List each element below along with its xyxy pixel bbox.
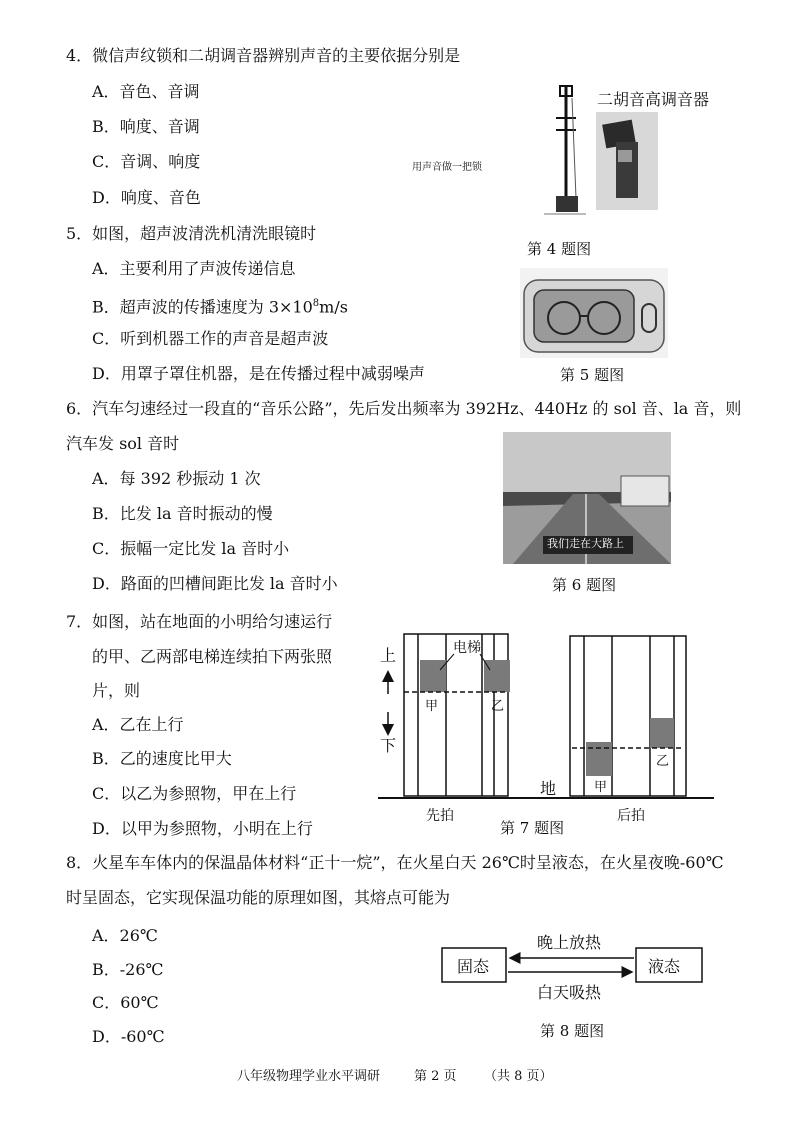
q8-fig-night-label: 晚上放热 (537, 933, 602, 952)
q4-caption: 第 4 题图 (527, 240, 592, 258)
q4-fig-tuner-label: 二胡音高调音器 (597, 90, 710, 109)
tuner-photo (596, 112, 658, 210)
q7-fig-yi-2: 乙 (656, 754, 670, 769)
elevator-diagram (376, 630, 716, 804)
q5-option-d: D．用罩子罩住机器，是在传播过程中减弱噪声 (92, 364, 425, 383)
q4-option-c: C．音调、响度 (92, 152, 201, 171)
q8-stem-line1: 8．火星车车体内的保温晶体材料“正十一烷”，在火星白天 26℃时呈液态，在火星夜晚-60℃ (66, 853, 724, 872)
q4-option-d: D．响度、音色 (92, 188, 201, 207)
q7-option-b: B．乙的速度比甲大 (92, 749, 232, 768)
footer-total: （共 8 页） (484, 1069, 553, 1084)
q7-fig-second-label: 后拍 (617, 808, 645, 824)
q7-option-c: C．以乙为参照物，甲在上行 (92, 784, 297, 803)
q4-option-b: B．响度、音调 (92, 117, 200, 136)
q7-fig-up-label: 上 (380, 646, 397, 665)
q7-fig-elevator-label: 电梯 (453, 640, 481, 656)
q6-option-d: D．路面的凹槽间距比发 la 音时小 (92, 574, 338, 593)
q7-option-a: A．乙在上行 (92, 715, 184, 734)
q5-option-b: B．超声波的传播速度为 $3\times 10^8m/s$ (92, 297, 348, 317)
q8-fig-solid: 固态 (457, 957, 490, 976)
q6-option-b: B．比发 la 音时振动的慢 (92, 504, 273, 523)
q8-fig-liquid: 液态 (648, 957, 681, 976)
footer-page: 第 2 页 (414, 1069, 457, 1084)
ultrasonic-cleaner-photo (520, 268, 668, 358)
q7-fig-yi-1: 乙 (491, 699, 505, 714)
q8-fig-day-label: 白天吸热 (537, 983, 602, 1002)
q7-stem-line3: 片，则 (92, 681, 141, 700)
q5-option-c: C．听到机器工作的声音是超声波 (92, 329, 329, 348)
q8-option-b: B．-26℃ (92, 960, 164, 979)
q7-fig-down-label: 下 (380, 736, 397, 755)
q7-stem-line1: 7．如图，站在地面的小明给匀速运行 (66, 612, 333, 631)
q4-fig-lock-text: 用声音做一把锁 (412, 162, 482, 173)
q4-stem: 4．微信声纹锁和二胡调音器辨别声音的主要依据分别是 (66, 46, 461, 65)
footer-course: 八年级物理学业水平调研 (237, 1069, 381, 1084)
q8-option-c: C．60℃ (92, 993, 159, 1012)
q5-caption: 第 5 题图 (560, 366, 625, 384)
q6-caption: 第 6 题图 (552, 576, 617, 594)
q7-fig-first-label: 先拍 (426, 808, 454, 824)
q6-stem-line1: 6．汽车匀速经过一段直的“音乐公路”，先后发出频率为 392Hz、440Hz 的 sol 音、la 音，则 (66, 399, 742, 418)
q7-caption: 第 7 题图 (500, 819, 565, 837)
q8-stem-line2: 时呈固态，它实现保温功能的原理如图，其熔点可能为 (66, 888, 451, 907)
q5-stem: 5．如图，超声波清洗机清洗眼镜时 (66, 224, 317, 243)
q7-fig-ground-label: 地 (540, 779, 557, 798)
q7-stem-line2: 的甲、乙两部电梯连续拍下两张照 (92, 647, 333, 666)
q7-fig-jia-2: 甲 (594, 780, 608, 795)
q7-option-d: D．以甲为参照物，小明在上行 (92, 819, 313, 838)
q8-option-a: A．26℃ (92, 926, 158, 945)
q4-option-a: A．音色、音调 (92, 82, 200, 101)
q5-option-a: A．主要利用了声波传递信息 (92, 259, 296, 278)
q6-option-c: C．振幅一定比发 la 音时小 (92, 539, 290, 558)
q8-option-d: D．-60℃ (92, 1027, 165, 1046)
q6-stem-line2: 汽车发 sol 音时 (66, 434, 180, 453)
q6-option-a: A．每 392 秒振动 1 次 (92, 469, 261, 488)
q8-caption: 第 8 题图 (540, 1022, 605, 1040)
q7-fig-jia-1: 甲 (425, 699, 439, 714)
erhu-illustration (536, 78, 596, 226)
music-road-sign-text: 我们走在大路上 (547, 537, 624, 550)
